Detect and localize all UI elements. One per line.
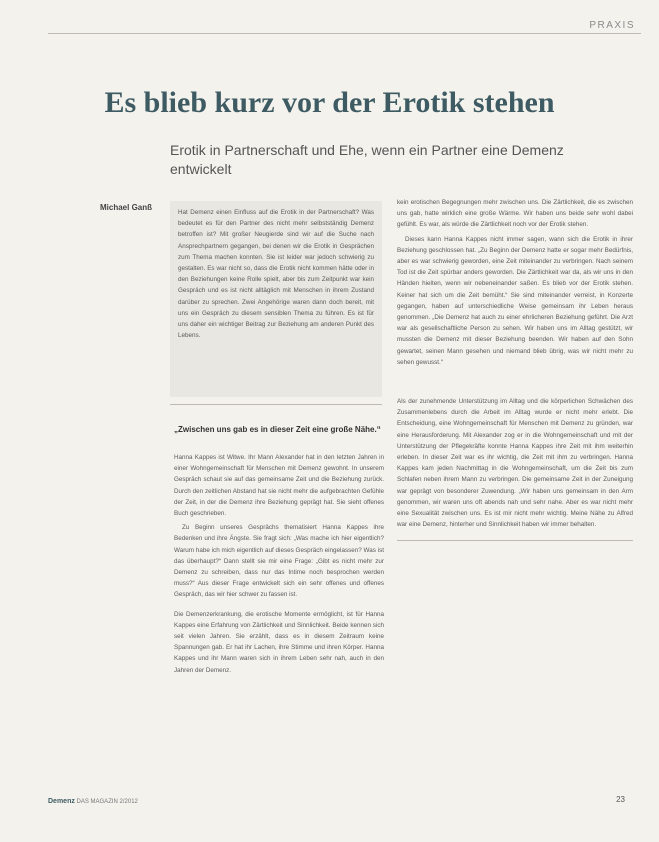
author-name: Michael Ganß	[100, 203, 153, 212]
page-number: 23	[616, 795, 625, 804]
text-column-right	[397, 197, 633, 787]
paragraph: Die Demenzerkrankung, die erotische Momente ermöglicht, ist für Hanna Kappes eine Erfahrung von Zärtlichkeit und Sinnlichkeit. Beide kennen sich seit vielen Jahren. Sie erzählt, dass es in diesem Zeitraum keine Spannungen gab. Er hat ihr Lachen, ihre Stimme und ihren Körper. Hanna Kappes und ihr Mann waren sich in ihrem Leben sehr nah, auch in den Jahren der Demenz.	[174, 610, 384, 674]
article-subtitle: Erotik in Partnerschaft und Ehe, wenn ein Partner eine Demenz entwickelt	[170, 142, 564, 177]
intro-box: Hat Demenz einen Einfluss auf die Erotik in der Partnerschaft? Was bedeutet es für den Partner des nicht mehr selbstständig Demenz betroffen ist? Mit großer Neugierde sind wir auf die Suche nach Ansprechpartnern gegangen, bei denen wir die Erotik in Gesprächen zum Thema machen konnten. Sie ist leider war jedoch schwierig zu gestalten. Es war nicht so, dass die Erotik nicht kommen hätte oder in den Beziehungen keine Rolle spielt, aber bis zum Zeitpunkt war kein Gespräch und es ist nicht alltäglich mit Menschen in ihrem Zustand darüber zu sprechen. Zwei Angehörige waren dann doch bereit, mit uns ein Gespräch zu diesem sensiblen Thema zu führen. Es ist für uns daher ein wichtiger Beitrag zur Beziehung am anderen Punkt des Lebens.	[170, 201, 382, 397]
column-rule	[397, 540, 633, 541]
paragraph: Als der zunehmende Unterstützung im Alltag und die körperlichen Schwächen des Zusammenlebens durch die Arbeit im Alltag wurde er nicht mehr erlebt. Die Entscheidung, eine Wohngemeinschaft für Menschen mit Demenz zu gründen, war eine Herausforderung. Mit Alexander zog er in die Wohngemeinschaft und mit der Unterstützung der Pflegekräfte konnte Hanna Kappes ihre Zeit mit ihm weiterhin erleben. In dieser Zeit war es ihr wichtig, die Zeit mit ihm zu verbringen. Hanna Kappes kam jeden Nachmittag in die Wohngemeinschaft, um die Zeit bis zum Schlafen neben ihrem Mann zu verbringen. Die gemeinsame Zeit in der Zuneigung war geprägt von besonderer Zuwendung. „Wir haben uns gemeinsam in den Arm genommen, wir waren uns oft abends nah und sehr nahe. Aber es war nicht mehr eine Sexualität zwischen uns. Es ist mir nicht mehr wichtig. Meine Nähe zu Alfred war eine Demenz, hinterher und Sinnlichkeit haben wir immer behalten.	[397, 398, 633, 529]
footer	[48, 798, 138, 805]
article-headline: Es blieb kurz vor der Erotik stehen	[104, 86, 555, 119]
text-column-left	[174, 452, 384, 782]
paragraph: Dieses kann Hanna Kappes nicht immer sagen, wann sich die Erotik in ihrer Beziehung geschlossen hat. „Zu Beginn der Demenz hatte er sogar mehr Bedürfnis, aber es war schwierig geworden, eine Zeit miteinander zu verbringen. Nach seinem Tod ist die Zeit spürbar anders geworden. Die Zärtlichkeit war da, als wir uns in den Händen hielten, wenn wir nebeneinander saßen. Es blieb vor der Erotik stehen. Keiner hat sich um die Zeit bemüht.“ Sie sind miteinander verreist, in Konzerte gegangen, haben auf unterschiedliche Weise gemeinsam ihr Leben heraus genommen. „Die Demenz hat auch zu einer ehrlicheren Beziehung geführt. Die Arzt war als gesellschaftliche Person zu sehen. Wir haben uns im Alltag gestützt, wir mussten die Demenz mit dieser Beziehung beenden. Wir haben auf den Sohn gewartet, seinen Mann gesehen und niemand blieb übrig, was wir nicht mehr zu sehen gewusst.“	[397, 235, 633, 366]
paragraph: Hanna Kappes ist Witwe. Ihr Mann Alexander hat in den letzten Jahren in einer Wohngemeinschaft für Menschen mit Demenz gewohnt. In unserem Gespräch schaut sie auf das gemeinsame Zeit und die Beziehung zurück. Durch den zeitlichen Abstand hat sie nicht mehr die aufgebrachten Gefühle der Zeit, in der die Demenz ihre Beziehung geprägt hat. Sie sieht offenes Buch geschrieben.	[174, 454, 384, 518]
section-label: PRAXIS	[589, 20, 635, 31]
pull-heading: „Zwischen uns gab es in dieser Zeit eine große Nähe.“	[174, 425, 381, 434]
header-rule	[48, 33, 641, 34]
publication-name: Demenz	[48, 798, 75, 805]
issue-label: DAS MAGAZIN 2/2012	[76, 799, 138, 805]
paragraph: kein erotischen Begegnungen mehr zwischen uns. Die Zärtlichkeit, die es zwischen uns gab, hatte wirklich eine große Wärme. Wir haben uns beide sehr wohl dabei gefühlt. Es war, als würde die Zärtlichkeit noch vor der Erotik stehen.	[397, 199, 633, 229]
intro-box-rule	[170, 404, 382, 405]
paragraph: Zu Beginn unseres Gesprächs thematisiert Hanna Kappes ihre Bedenken und ihre Ängste. Sie fragt sich: „Was mache ich hier eigentlich? Warum habe ich mich eigentlich auf dieses Gespräch eingelassen? Was ist das überhaupt?“ Dann stellt sie mir eine Frage: „Gibt es nicht mehr zur Demenz zu schreiben, dass nur das Intime noch besprochen werden muss?“ Aus dieser Frage entwickelt sich ein sehr offenes und offenes Gespräch, das wir hier schwer zu fassen ist.	[174, 524, 384, 599]
